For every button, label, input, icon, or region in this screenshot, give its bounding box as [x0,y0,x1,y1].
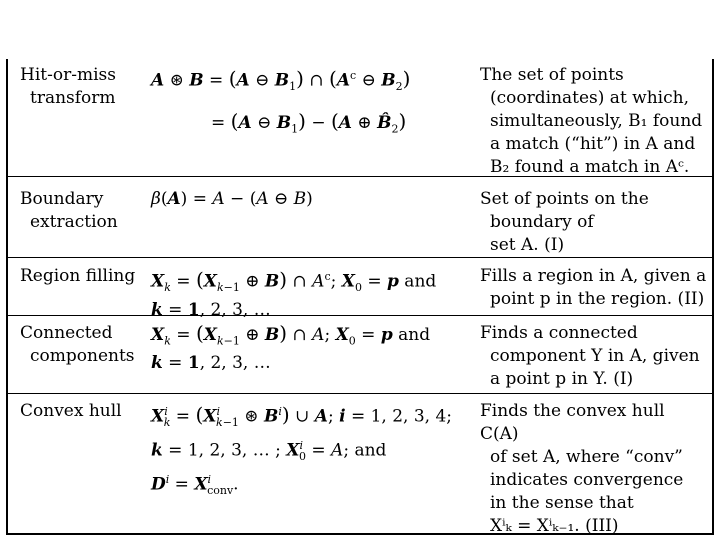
operation-line: components [30,346,135,366]
operation-cell [20,400,145,423]
formula-line: = (A ⊖ $B_1) - (A$ ⊕ $B̂_2$) [211,109,407,136]
description-line: Set of points on the [480,189,649,209]
formula-line: k = 1, 2, 3, … ; $X^i_0 = A$; and [151,439,387,464]
description-line: Xⁱₖ = Xⁱₖ₋₁. (III) [490,516,619,536]
description-line: in the sense that [490,493,634,513]
operation-cell [20,64,145,110]
description-cell [480,400,708,538]
description-line: Finds a connected [480,323,638,343]
description-line: set A. (I) [490,235,565,255]
description-line: (coordinates) at which, [490,88,689,108]
description-line: a match (“hit”) in A and [490,134,696,154]
morphology-table [6,59,714,535]
description-cell [480,188,708,257]
formula-line: A ⊛ B = (A ⊖ $B_1$) ∩ ($A^c$ ⊖ $B_2$) [151,66,411,94]
row-divider [8,257,712,258]
operation-cell [20,322,145,368]
formula-line: k = 1, 2, 3, … [151,300,271,321]
description-line: indicates convergence [490,470,684,490]
formula-cell [151,265,476,322]
description-line: of set A, where “conv” [490,447,683,467]
formula-line: k = 1, 2, 3, … [151,353,271,374]
formula-line: $X_k = (X_{k-1}$ ⊕ B) ∩ $A^c$; $X_0 = p$ and [151,267,437,295]
description-cell [480,265,708,311]
operation-line: Hit-or-miss [20,65,116,85]
formula-line: $X_k = (X_{k-1}$ ⊕ B) ∩ A; $X_0 = p$ and [151,321,431,348]
operation-line: extraction [30,212,118,232]
operation-line: transform [30,88,116,108]
operation-line: Connected [20,323,113,343]
operation-cell [20,265,145,288]
description-cell [480,322,708,391]
formula-cell [151,322,476,375]
formula-line: $X^i_k = (X^i_{k-1}$ ⊛ $B^i$) ∪ A; i = 1, 2, 3, 4; [151,402,453,430]
formula-cell [151,64,476,140]
operation-line: Convex hull [20,401,122,421]
formula-line: $D^i = X^i_{conv}$. [151,473,239,498]
description-cell [480,64,708,179]
description-line: a point p in Y. (I) [490,369,634,389]
description-line: simultaneously, B₁ found [490,111,703,131]
formula-cell [151,188,476,211]
description-line: boundary of [490,212,594,232]
operation-line: Boundary [20,189,104,209]
description-line: B₂ found a match in Aᶜ. [490,157,690,177]
formula-cell [151,400,476,502]
description-line: Fills a region in A, given a [480,266,707,286]
description-line: The set of points [480,65,624,85]
operation-cell [20,188,145,234]
description-line: component Y in A, given [490,346,700,366]
operation-line: Region filling [20,266,136,286]
formula-line: β(A) = A − (A ⊖ B) [151,189,313,209]
description-line: point p in the region. (II) [490,289,705,309]
row-divider [8,393,712,394]
description-line: Finds the convex hull C(A) [480,401,665,444]
